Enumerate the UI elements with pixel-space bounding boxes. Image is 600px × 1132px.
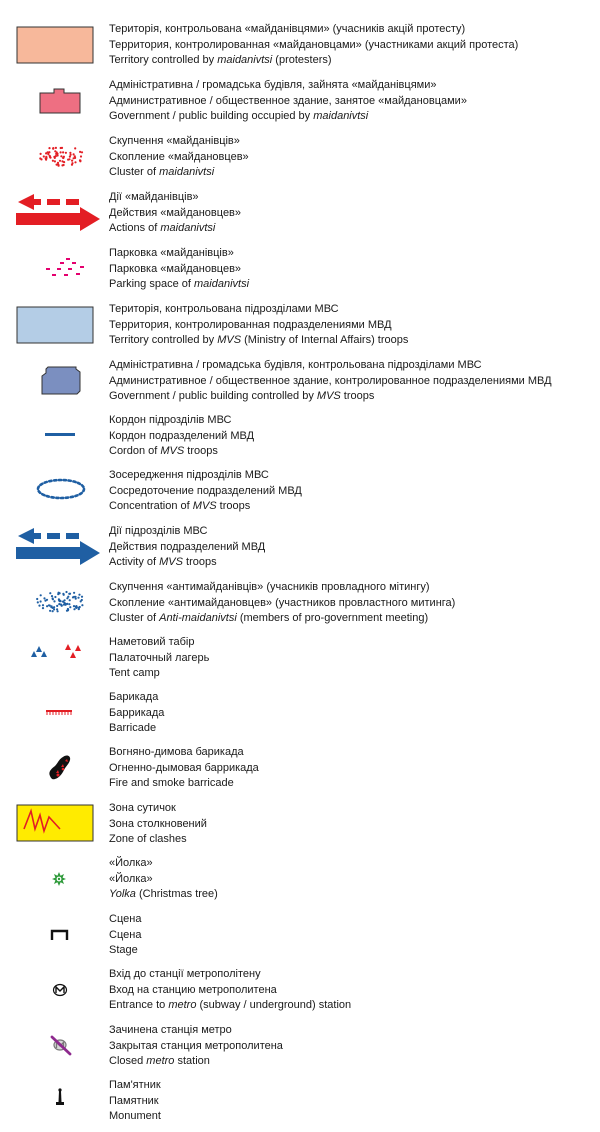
legend-label-en: Barricade — [109, 722, 157, 735]
legend-label-uk: Пам'ятник — [109, 1079, 161, 1091]
legend-label-ru: Вход на станцию метрополитена — [109, 983, 277, 996]
fire-smoke-barricade-icon — [14, 745, 106, 795]
legend-label-en: Monument — [109, 1110, 161, 1123]
mvs-territory-icon — [14, 302, 106, 352]
legend-label-uk: Територія, контрольована підрозділами МВС — [109, 303, 339, 315]
legend-row-barricade — [0, 690, 600, 740]
legend-label-uk: Барикада — [109, 691, 159, 703]
legend-label-uk: Територія, контрольована «майданівцями» (учасників акцій протесту) — [109, 23, 466, 35]
blue-arrows-icon — [14, 524, 106, 574]
blue-cordon-line-icon — [14, 413, 106, 463]
legend-row-protester-building — [0, 78, 600, 128]
protester-territory-icon — [14, 22, 106, 72]
legend-label-ru: Административное / общественное здание, контролированное подразделениями МВД — [109, 374, 552, 387]
legend-label-uk: Дії підрозділів МВС — [109, 525, 208, 537]
legend-label-en: Closed metro station — [109, 1055, 210, 1068]
legend-label-uk: Вхід до станції метрополітену — [109, 968, 261, 980]
legend-label-ru: Сцена — [109, 928, 142, 941]
legend-label-uk: Зосередження підрозділів МВС — [109, 469, 269, 481]
legend-label-ru: Огненно-дымовая баррикада — [109, 761, 259, 774]
stage-icon — [14, 912, 106, 962]
legend-label-ru: Палаточный лагерь — [109, 651, 210, 664]
legend-label-en: Territory controlled by maidanivtsi (protesters) — [109, 54, 332, 67]
legend-label-en: Yolka (Christmas tree) — [109, 888, 218, 901]
legend-label-uk: Парковка «майданівців» — [109, 247, 234, 259]
legend-label-uk: Скупчення «майданівців» — [109, 135, 240, 147]
legend-label-en: Actions of maidanivtsi — [109, 222, 216, 235]
legend-label-ru: Сосредоточение подразделений МВД — [109, 484, 302, 497]
legend-label-ru: Кордон подразделений МВД — [109, 429, 255, 442]
legend-label-en: Stage — [109, 944, 138, 957]
legend-row-monument — [0, 1078, 600, 1128]
legend-label-en: Cluster of maidanivtsi — [109, 166, 215, 179]
legend-row-yolka — [0, 856, 600, 906]
legend-label-en: Cluster of Anti-maidanivtsi (members of pro-government meeting) — [109, 612, 429, 625]
monument-icon — [14, 1078, 106, 1128]
legend-label-en: Entrance to metro (subway / underground) station — [109, 999, 352, 1012]
red-dot-cluster-icon — [14, 134, 106, 184]
barricade-icon — [14, 690, 106, 740]
legend-label-ru: Скопление «антимайдановцев» (участников провластного митинга) — [109, 596, 456, 609]
mvs-building-icon — [14, 358, 106, 408]
legend-label-en: Parking space of maidanivtsi — [109, 278, 250, 291]
legend-label-uk: Зона сутичок — [109, 802, 176, 814]
legend-row-protester-cluster — [0, 134, 600, 184]
legend-row-mvs-building — [0, 358, 600, 408]
legend-label-ru: Баррикада — [109, 706, 165, 719]
legend-row-stage — [0, 912, 600, 962]
legend-label-ru: Действия «майдановцев» — [109, 206, 242, 219]
metro-entrance-icon — [14, 967, 106, 1017]
legend-label-uk: Вогняно-димова барикада — [109, 746, 244, 758]
legend-label-uk: Адміністративна / громадська будівля, контрольована підрозділами МВС — [109, 359, 482, 371]
legend-label-en: Government / public building occupied by maidanivtsi — [109, 110, 369, 123]
christmas-tree-icon — [14, 856, 106, 906]
legend-label-ru: Парковка «майдановцев» — [109, 262, 242, 275]
legend-label-uk: Наметовий табір — [109, 636, 195, 648]
legend-row-protester-parking — [0, 246, 600, 296]
legend-label-en: Activity of MVS troops — [109, 556, 217, 569]
legend-label-uk: Адміністративна / громадська будівля, зайнята «майданівцями» — [109, 79, 437, 91]
legend-label-ru: Зона столкновений — [109, 817, 207, 830]
legend-label-ru: Территория, контролированная подразделениями МВД — [109, 318, 392, 331]
legend-label-ru: Административное / общественное здание, занятое «майдановцами» — [109, 94, 467, 107]
legend-label-en: Zone of clashes — [109, 833, 187, 846]
blue-dotted-ellipse-icon — [14, 468, 106, 518]
legend-label-uk: Кордон підрозділів МВС — [109, 414, 232, 426]
legend-label-ru: Территория, контролированная «майдановцами» (участниками акций протеста) — [109, 38, 519, 51]
legend-row-protester-actions — [0, 190, 600, 240]
legend-label-uk: Сцена — [109, 913, 142, 925]
legend-row-mvs-cordon — [0, 413, 600, 463]
legend-row-tent-camp — [0, 635, 600, 685]
blue-dot-cluster-icon — [14, 580, 106, 630]
legend-label-ru: Памятник — [109, 1094, 159, 1107]
red-arrows-icon — [14, 190, 106, 240]
legend-label-ru: Действия подразделений МВД — [109, 540, 266, 553]
legend-label-uk: Скупчення «антимайданівців» (учасників провладного мітингу) — [109, 581, 430, 593]
legend-row-mvs-territory — [0, 302, 600, 352]
legend-label-uk: Дії «майданівців» — [109, 191, 199, 203]
legend-label-ru: Закрытая станция метрополитена — [109, 1039, 283, 1052]
legend-label-ru: Скопление «майдановцев» — [109, 150, 249, 163]
legend-row-mvs-concentration — [0, 468, 600, 518]
legend-label-en: Fire and smoke barricade — [109, 777, 234, 790]
legend-row-protester-territory — [0, 22, 600, 72]
metro-closed-icon — [14, 1023, 106, 1073]
legend-row-metro-closed — [0, 1023, 600, 1073]
legend-label-en: Government / public building controlled by MVS troops — [109, 390, 375, 403]
legend-row-mvs-activity — [0, 524, 600, 574]
tent-camp-icon — [14, 635, 106, 685]
legend-label-uk: Зачинена станція метро — [109, 1024, 232, 1036]
legend-label-uk: «Йолка» — [109, 857, 153, 869]
legend-row-fire-barricade — [0, 745, 600, 795]
protester-building-icon — [14, 78, 106, 128]
legend-label-en: Territory controlled by MVS (Ministry of Internal Affairs) troops — [109, 334, 409, 347]
legend-row-metro-entrance — [0, 967, 600, 1017]
legend-label-en: Cordon of MVS troops — [109, 445, 218, 458]
pink-dashes-icon — [14, 246, 106, 296]
legend-row-clash-zone — [0, 801, 600, 851]
legend-label-ru: «Йолка» — [109, 872, 153, 885]
legend-label-en: Tent camp — [109, 667, 160, 680]
legend-label-en: Concentration of MVS troops — [109, 500, 251, 513]
legend-row-anti-maidan-cluster — [0, 580, 600, 630]
clash-zone-icon — [14, 801, 106, 851]
